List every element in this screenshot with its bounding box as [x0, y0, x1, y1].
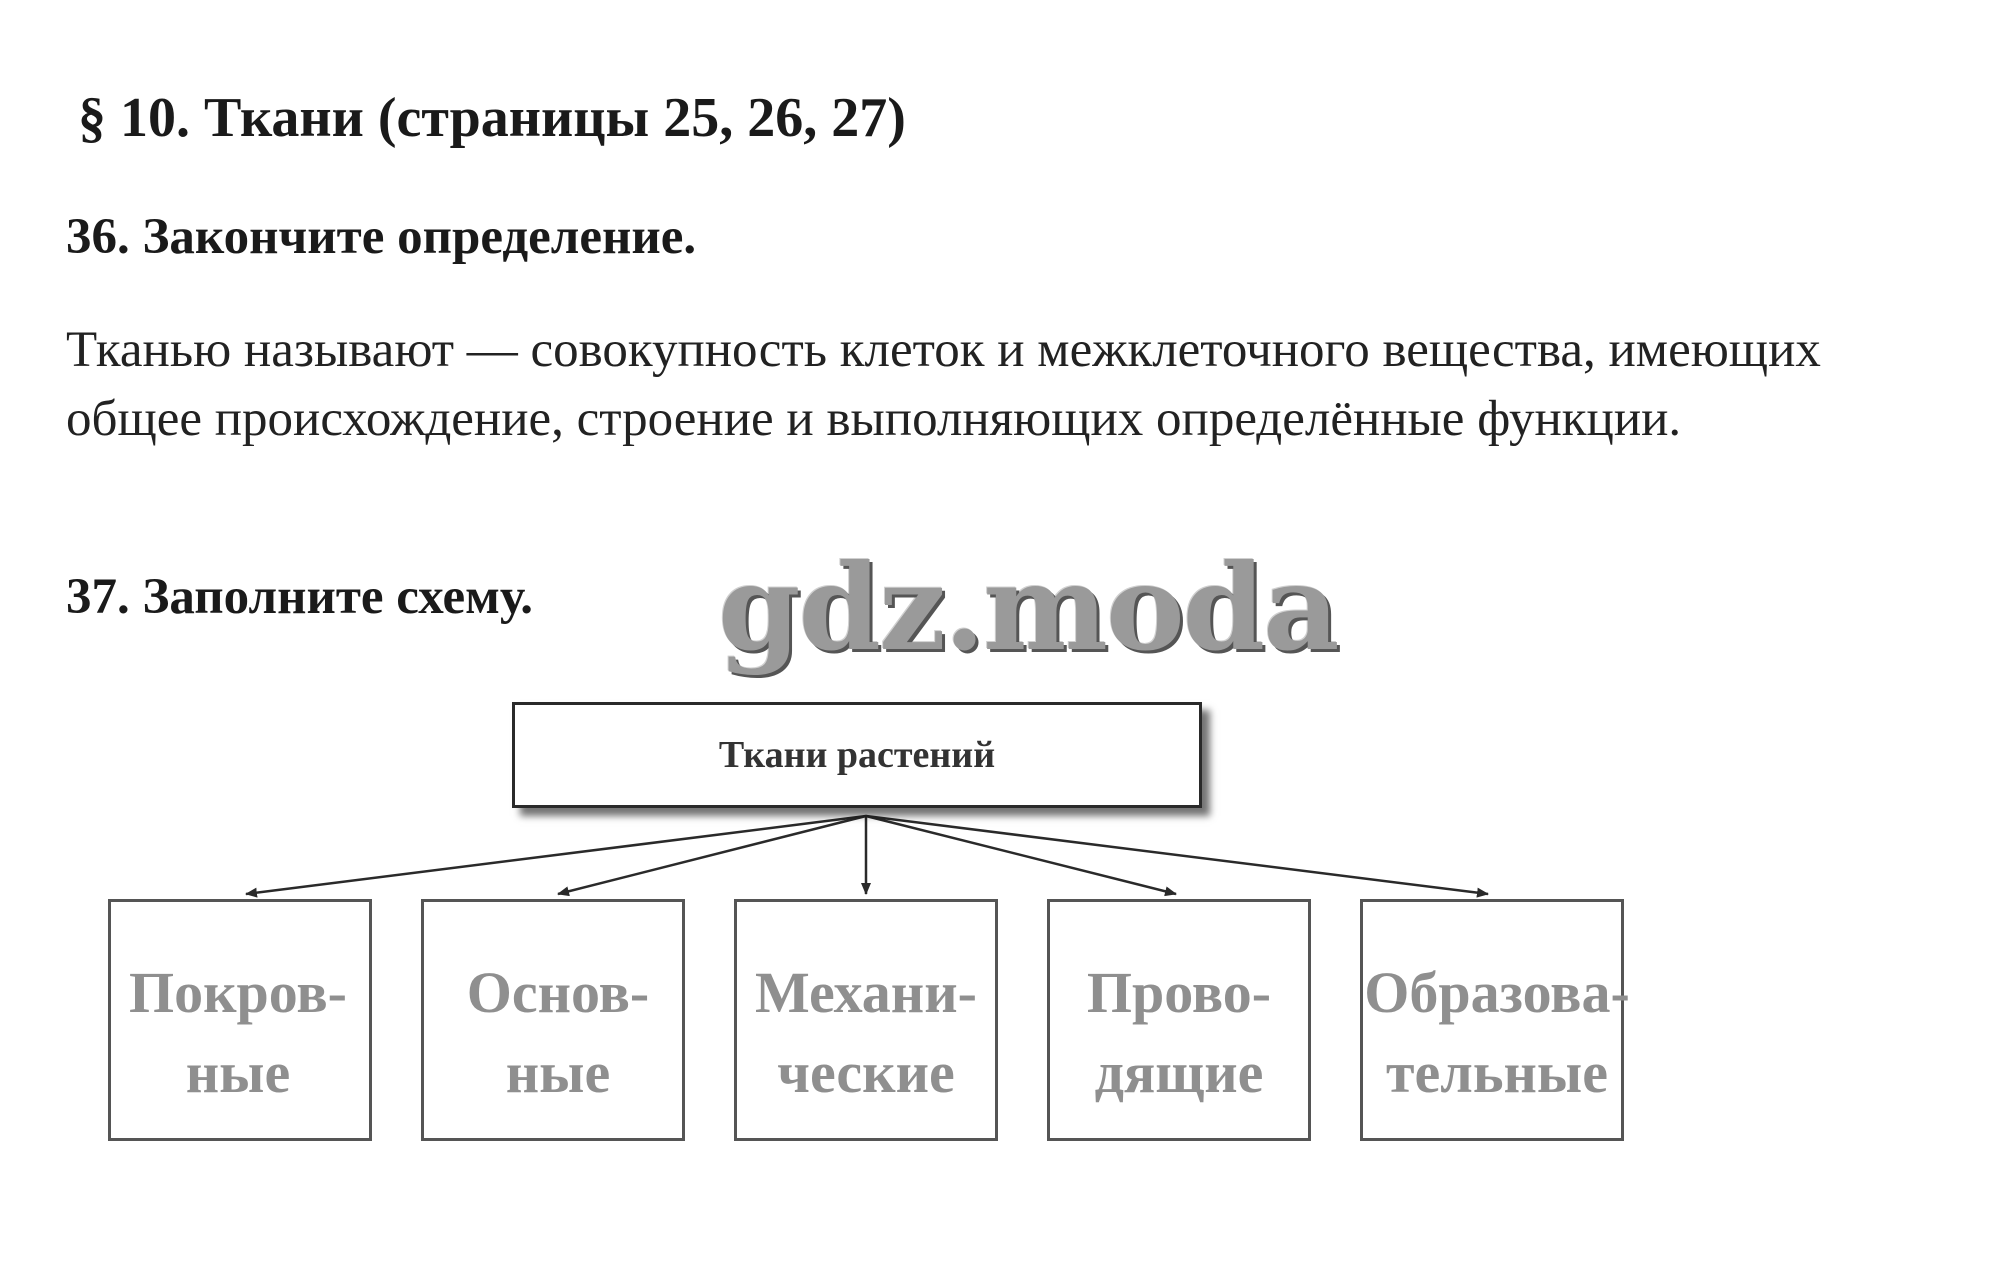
arrow-1 — [246, 816, 866, 894]
child-label-5: Образова- тельные — [1364, 960, 1630, 1105]
child-label-1: Покров- ные — [129, 960, 347, 1105]
arrow-5 — [866, 816, 1488, 894]
watermark: gdz.moda — [718, 538, 1338, 677]
arrow-2 — [558, 816, 866, 894]
child-label-3: Механи- ческие — [755, 960, 977, 1105]
root-label: Ткани растений — [718, 734, 996, 776]
definition-text: Тканью называют — совокупность клеток и межклеточного вещества, имеющих общее происхождение, строение и выполняющих определённые функции. — [66, 322, 1821, 447]
arrow-4 — [866, 816, 1176, 894]
section-title: § 10. Ткани (страницы 25, 26, 27) — [78, 87, 906, 149]
child-label-2: Основ- ные — [466, 960, 650, 1105]
root-box — [512, 702, 1202, 808]
task-36-heading: 36. Закончите определение. — [66, 209, 697, 265]
child-label-4: Прово- дящие — [1086, 960, 1272, 1105]
task-37-heading: 37. Заполните схему. — [66, 569, 533, 625]
